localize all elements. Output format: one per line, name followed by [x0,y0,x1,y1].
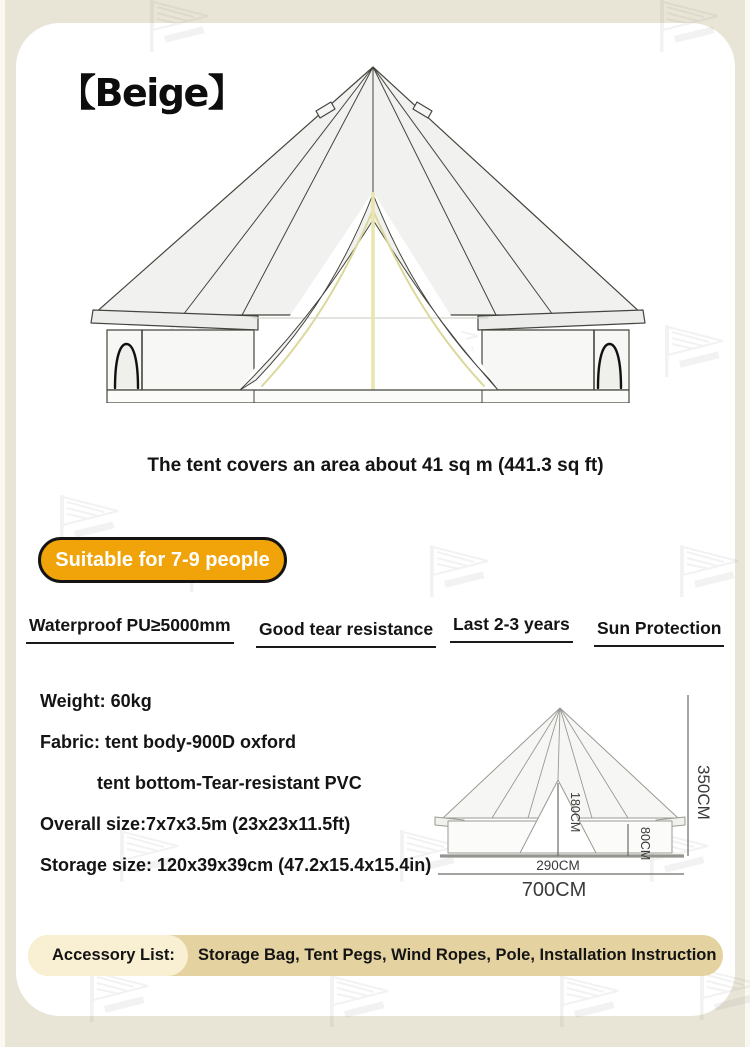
spec-fabric-bottom: tent bottom-Tear-resistant PVC [97,773,362,793]
left-window [115,344,138,388]
spec-weight: Weight: 60kg [40,691,152,711]
right-window [598,344,621,388]
tent-illustration [88,58,648,403]
capacity-badge: Suitable for 7-9 people [38,537,287,583]
spec-overall-size: Overall size:7x7x3.5m (23x23x11.5ft) [40,814,351,834]
feature-sun-protection: Sun Protection [594,618,724,647]
accessory-items: Storage Bag, Tent Pegs, Wind Ropes, Pole, Installation Instruction [198,946,717,964]
accessory-label: Accessory List: [52,946,175,964]
area-caption: The tent covers an area about 41 sq m (441.3 sq ft) [147,455,604,476]
inner-height-label: 180CM [568,792,582,833]
feature-durability: Last 2-3 years [450,614,573,643]
dimension-diagram [432,680,748,905]
bottom-band [107,390,629,403]
feature-tear-resistance: Good tear resistance [256,619,436,648]
spec-list [40,691,470,896]
total-width-label: 700CM [521,879,587,901]
total-height-label: 350CM [694,765,713,820]
spec-storage-size: Storage size: 120x39x39cm (47.2x15.4x15.4in) [40,855,432,875]
page-title: 【Beige】 [58,71,245,115]
door-width-label: 290CM [536,858,580,873]
feature-waterproof: Waterproof PU≥5000mm [26,615,234,644]
left-edge-strip [0,0,5,1047]
accessory-bar [28,935,723,976]
spec-fabric-body: Fabric: tent body-900D oxford [40,732,297,752]
wall-height-label: 80CM [638,827,652,861]
